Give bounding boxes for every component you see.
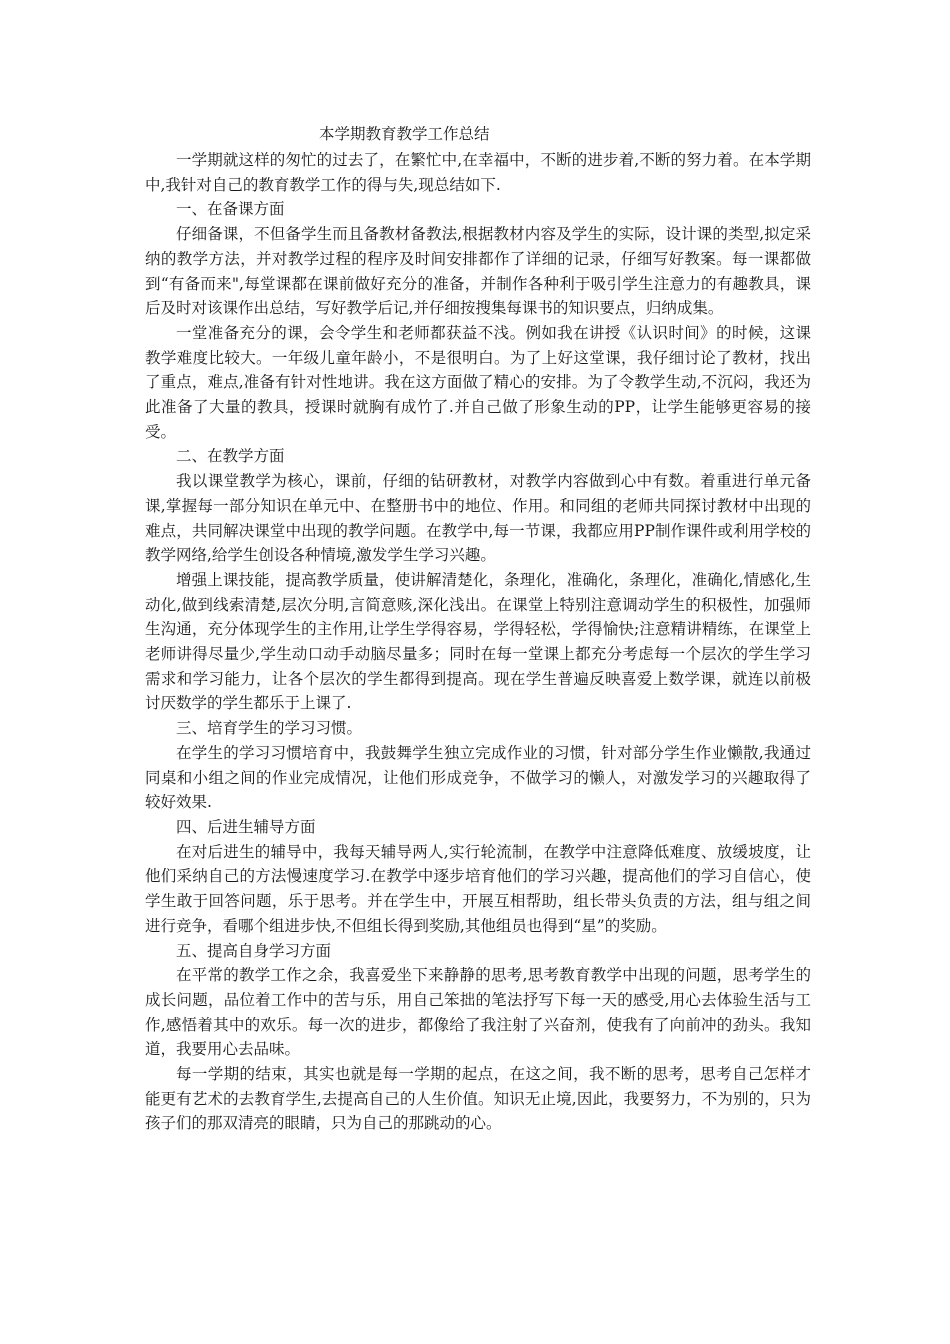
page-title: 本学期教育教学工作总结 — [319, 125, 490, 143]
document-body — [145, 148, 811, 1136]
body-paragraph: 仔细备课，不但备学生而且备教材备教法,根据教材内容及学生的实际，设计课的类型,拟定采纳的教学方法，并对教学过程的程序及时间安排都作了详细的记录，仔细写好教案。每一课都做到“有备而来",每堂课都在课前做好充分的准备，并制作各种利于吸引学生注意力的有趣教具，课后及时对该课作出总结，写好教学后记,并仔细按搜集每课书的知识要点，归纳成集。 — [145, 225, 811, 318]
body-paragraph: 我以课堂教学为核心，课前，仔细的钻研教材，对教学内容做到心中有数。着重进行单元备课,掌握每一部分知识在单元中、在整册书中的地位、作用。和同组的老师共同探讨教材中出现的难点，共同解决课堂中出现的教学问题。在教学中,每一节课，我都应用PP制作课件或利用学校的教学网络,给学生创设各种情境,激发学生学习兴趣。 — [145, 472, 811, 565]
intro-paragraph: 一学期就这样的匆忙的过去了，在繁忙中,在幸福中，不断的进步着,不断的努力着。在本学期中,我针对自己的教育教学工作的得与失,现总结如下. — [145, 151, 811, 194]
section-heading-tutoring: 四、后进生辅导方面 — [176, 817, 316, 836]
document-page — [145, 120, 811, 1136]
section-heading-self-improvement: 五、提高自身学习方面 — [176, 941, 332, 960]
body-paragraph: 一堂准备充分的课，会令学生和老师都获益不浅。例如我在讲授《认识时间》的时候，这课教学难度比较大。一年级儿童年龄小，不是很明白。为了上好这堂课，我仔细讨论了教材，找出了重点，难点,准备有针对性地讲。我在这方面做了精心的安排。为了令教学生动,不沉闷，我还为此准备了大量的教具，授课时就胸有成竹了.并自己做了形象生动的PP，让学生能够更容易的接受。 — [145, 323, 811, 441]
body-paragraph: 在学生的学习习惯培育中，我鼓舞学生独立完成作业的习惯，针对部分学生作业懒散,我通过同桌和小组之间的作业完成情况，让他们形成竞争，不做学习的懒人，对激发学习的兴趣取得了较好效果. — [145, 743, 811, 812]
section-heading-lesson-prep: 一、在备课方面 — [176, 200, 285, 219]
body-paragraph: 增强上课技能，提高教学质量，使讲解清楚化，条理化，准确化，条理化，准确化,情感化,生动化,做到线索清楚,层次分明,言简意赅,深化浅出。在课堂上特别注意调动学生的积极性，加强师生沟通，充分体现学生的主作用,让学生学得容易，学得轻松，学得愉快;注意精讲精练，在课堂上老师讲得尽量少,学生动口动手动脑尽量多；同时在每一堂课上都充分考虑每一个层次的学生学习需求和学习能力，让各个层次的学生都得到提高。现在学生普遍反映喜爱上数学课，就连以前极讨厌数学的学生都乐于上课了. — [145, 570, 811, 713]
section-heading-study-habits: 三、培育学生的学习习惯。 — [176, 719, 363, 738]
section-heading-teaching: 二、在教学方面 — [176, 447, 285, 466]
body-paragraph: 在平常的教学工作之余，我喜爱坐下来静静的思考,思考教育教学中出现的问题，思考学生的成长问题，品位着工作中的苦与乐，用自己笨拙的笔法抒写下每一天的感受,用心去体验生活与工作,感悟着其中的欢乐。每一次的进步，都像给了我注射了兴奋剂，使我有了向前冲的劲头。我知道，我要用心去品味。 — [145, 966, 811, 1059]
body-paragraph: 在对后进生的辅导中，我每天辅导两人,实行轮流制，在教学中注意降低难度、放缓坡度，让他们采纳自己的方法慢速度学习.在教学中逐步培育他们的学习兴趣，提高他们的学习自信心，使学生敢于回答问题，乐于思考。并在学生中，开展互相帮助，组长带头负责的方法，组与组之间进行竞争，看哪个组进步快,不但组长得到奖励,其他组员也得到“星”的奖励。 — [145, 842, 811, 935]
closing-paragraph: 每一学期的结束，其实也就是每一学期的起点，在这之间，我不断的思考，思考自己怎样才能更有艺术的去教育学生,去提高自己的人生价值。知识无止境,因此，我要努力，不为别的，只为孩子们的那双清亮的眼睛，只为自己的那跳动的心。 — [145, 1065, 811, 1133]
